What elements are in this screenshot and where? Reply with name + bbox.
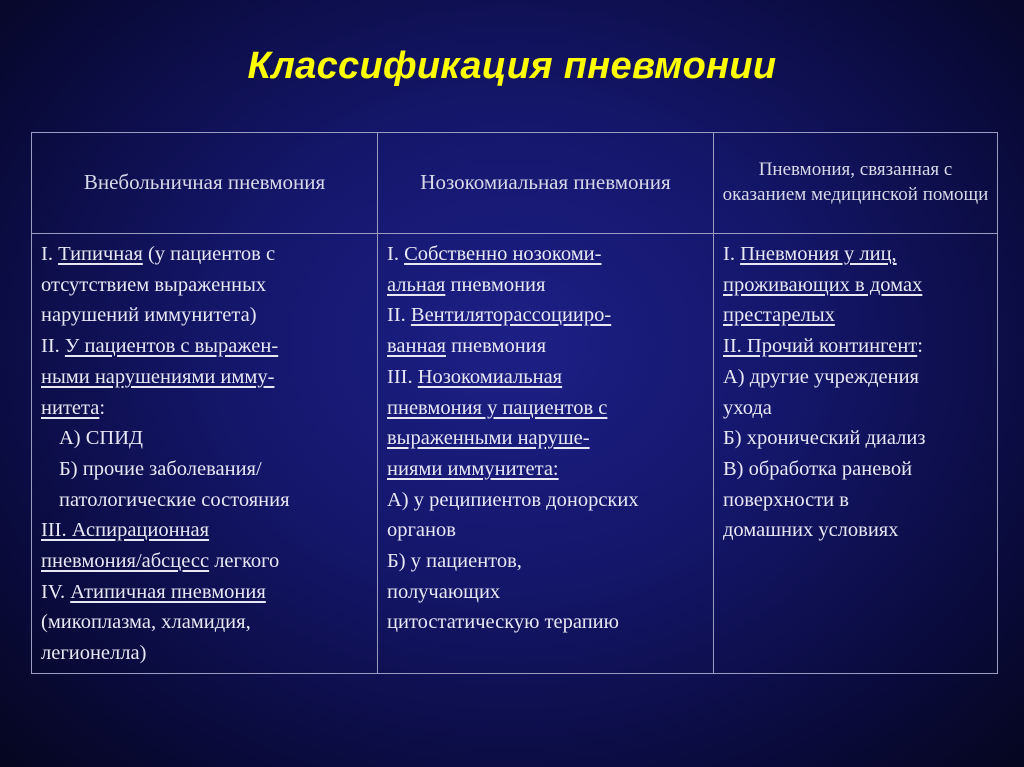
list-item: А) другие учреждения xyxy=(723,365,919,388)
list-item: А) у реципиентов донорских xyxy=(387,488,639,511)
table-header-row xyxy=(32,133,998,234)
list-item: ванная пневмония xyxy=(387,335,547,358)
list-item: альная пневмония xyxy=(387,273,546,296)
header-nosocomial: Нозокомиальная пневмония xyxy=(378,133,714,234)
list-item: ными нарушениями имму- xyxy=(41,365,275,388)
list-item: III. Аспирационная xyxy=(41,519,210,542)
list-item: II. Вентиляторассоцииро- xyxy=(387,304,612,327)
list-item: II. Прочий контингент: xyxy=(723,335,923,358)
list-item: Б) хронический диализ xyxy=(723,427,926,450)
list-item: проживающих в домах xyxy=(723,273,923,296)
list-item: Б) прочие заболевания/ xyxy=(59,457,262,480)
list-item: I. Типичная (у пациентов с xyxy=(41,243,276,265)
list-item: отсутствием выраженных xyxy=(41,273,267,296)
list-item: Б) у пациентов, xyxy=(387,550,522,573)
list-item: ухода xyxy=(723,396,772,419)
classification-table xyxy=(31,132,998,674)
list-item: (микоплазма, хламидия, xyxy=(41,611,251,634)
list-item: цитостатическую терапию xyxy=(387,611,619,634)
list-item: легионелла) xyxy=(41,642,147,665)
list-item: поверхности в xyxy=(723,488,849,511)
list-item: престарелых xyxy=(723,304,835,327)
cell-nosocomial xyxy=(378,234,714,674)
list-item: I. Собственно нозокоми- xyxy=(387,243,602,265)
list-item: патологические состояния xyxy=(59,488,290,511)
list-item: нитета: xyxy=(41,396,106,419)
list-item: I. Пневмония у лиц, xyxy=(723,243,897,265)
list-item: домашних условиях xyxy=(723,519,899,542)
list-item: выраженными наруше- xyxy=(387,427,590,450)
page-title: Классификация пневмонии xyxy=(247,45,777,87)
header-community-acquired: Внебольничная пневмония xyxy=(32,133,378,234)
list-item: IV. Атипичная пневмония xyxy=(41,580,266,603)
table-body-row xyxy=(32,234,998,674)
header-healthcare-associated: Пневмония, связанная с оказанием медицинской помощи xyxy=(714,133,998,234)
list-item: нарушений иммунитета) xyxy=(41,304,257,327)
list-item: ниями иммунитета: xyxy=(387,457,559,480)
list-item: получающих xyxy=(387,580,501,603)
list-item: В) обработка раневой xyxy=(723,457,913,480)
list-item: органов xyxy=(387,519,456,542)
list-item: пневмония/абсцесс легкого xyxy=(41,550,280,573)
cell-healthcare-associated xyxy=(714,234,998,674)
list-item: III. Нозокомиальная xyxy=(387,365,563,388)
list-item: А) СПИД xyxy=(59,427,144,450)
cell-community-acquired xyxy=(32,234,378,674)
list-item: пневмония у пациентов с xyxy=(387,396,608,419)
list-item: II. У пациентов с выражен- xyxy=(41,335,279,358)
